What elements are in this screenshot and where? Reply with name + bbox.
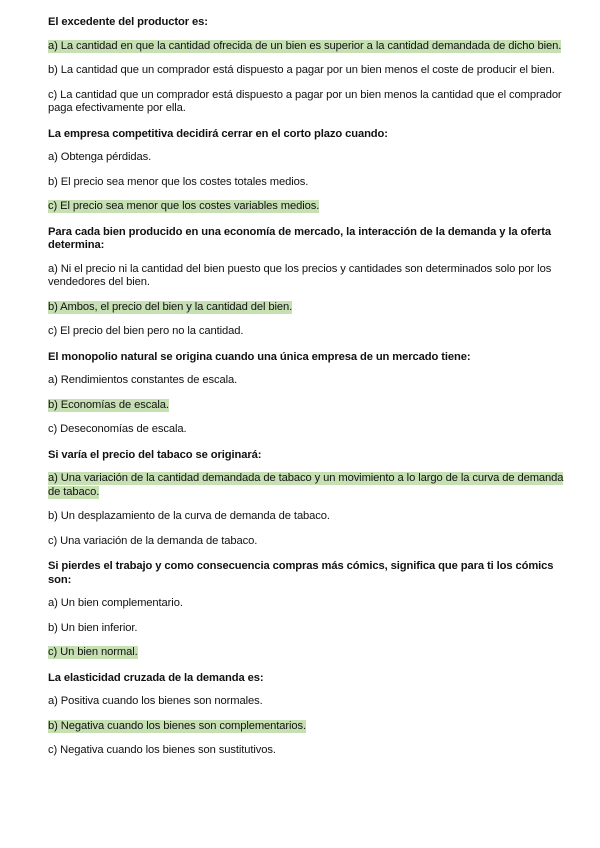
option-7b: b) Negativa cuando los bienes son complementarios. <box>48 719 307 732</box>
option-4a: a) Rendimientos constantes de escala. <box>48 374 238 386</box>
question-3: Para cada bien producido en una economía de mercado, la interacción de la demanda y la oferta determina: <box>48 225 551 251</box>
option-2b: b) El precio sea menor que los costes totales medios. <box>48 175 309 188</box>
question-6: Si pierdes el trabajo y como consecuencia compras más cómics, significa que para ti los cómics son: <box>48 560 554 586</box>
option-5b: b) Un desplazamiento de la curva de demanda de tabaco. <box>48 510 330 522</box>
option-4b: b) Economías de escala. <box>48 398 169 411</box>
option-3b: b) Ambos, el precio del bien y la cantidad del bien. <box>48 300 293 313</box>
option-7a: a) Positiva cuando los bienes son normales. <box>48 695 263 707</box>
option-2a: a) Obtenga pérdidas. <box>48 151 152 163</box>
option-3a: a) Ni el precio ni la cantidad del bien puesto que los precios y cantidades son determinados solo por los vendedores del bien. <box>48 262 552 288</box>
option-2c: c) El precio sea menor que los costes variables medios. <box>48 200 320 212</box>
option-4c: c) Deseconomías de escala. <box>48 423 187 435</box>
question-5: Si varía el precio del tabaco se originará: <box>48 448 262 461</box>
question-7: La elasticidad cruzada de la demanda es: <box>48 671 264 684</box>
option-1a: a) La cantidad en que la cantidad ofrecida de un bien es superior a la cantidad demandada de dicho bien. <box>48 39 562 52</box>
option-6c: c) Un bien normal. <box>48 646 138 658</box>
option-5c: c) Una variación de la demanda de tabaco. <box>48 534 258 547</box>
option-6b: b) Un bien inferior. <box>48 621 138 634</box>
option-7c: c) Negativa cuando los bienes son sustitutivos. <box>48 744 276 756</box>
option-3c: c) El precio del bien pero no la cantidad. <box>48 325 244 337</box>
option-1c: c) La cantidad que un comprador está dispuesto a pagar por un bien menos la cantidad que el comprador paga efectivamente por ella. <box>48 88 562 114</box>
question-1: El excedente del productor es: <box>48 16 208 28</box>
question-2: La empresa competitiva decidirá cerrar en el corto plazo cuando: <box>48 127 388 140</box>
question-4: El monopolio natural se origina cuando una única empresa de un mercado tiene: <box>48 350 471 363</box>
option-1b: b) La cantidad que un comprador está dispuesto a pagar por un bien menos el coste de producir el bien. <box>48 64 555 76</box>
option-6a: a) Un bien complementario. <box>48 597 183 609</box>
option-5a: a) Una variación de la cantidad demandada de tabaco y un movimiento a lo largo de la curva de demanda de tabaco. <box>48 472 564 498</box>
question-list <box>48 16 568 769</box>
